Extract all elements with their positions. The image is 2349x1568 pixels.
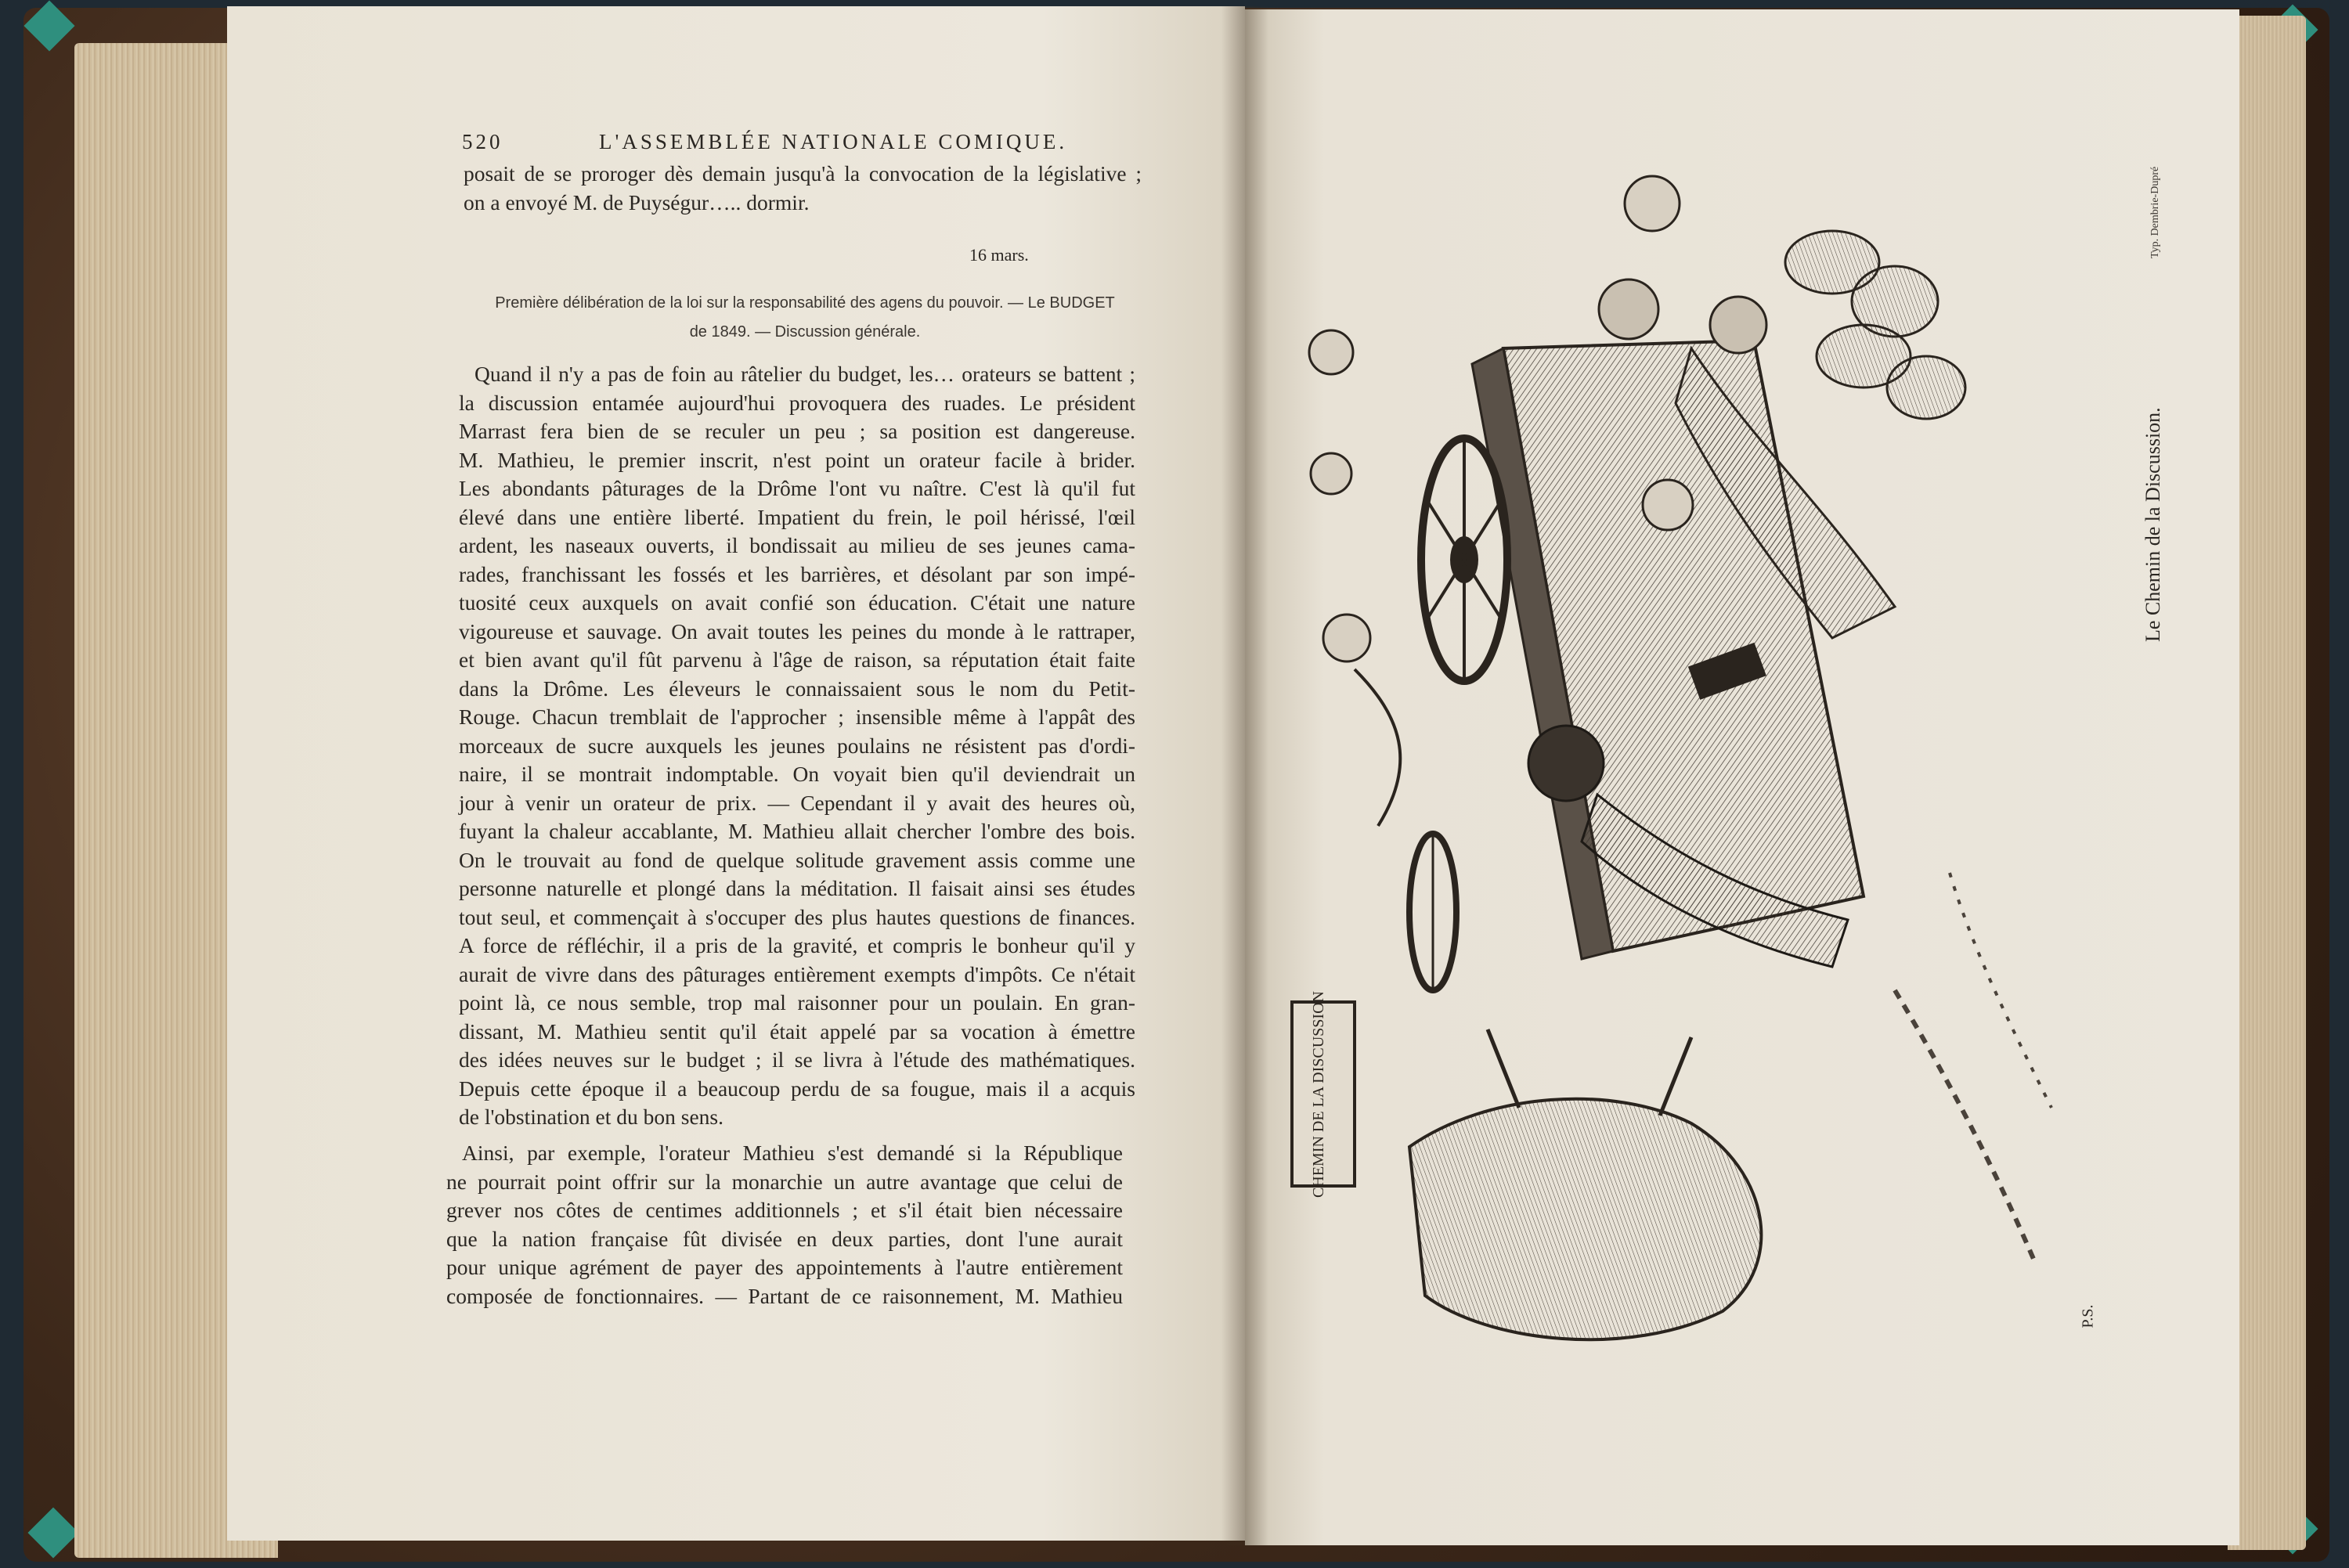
sacks-pile	[1785, 231, 1965, 419]
text-line: fuyant la chaleur accablante, M. Mathieu allait chercher l'ombre des bois.	[459, 819, 1135, 843]
summary-line: de 1849. — Discussion générale.	[689, 323, 921, 341]
text-line: morceaux de sucre auxquels les jeunes poulains ne résistent pas d'ordi-	[459, 733, 1135, 758]
text-line: Ainsi, par exemple, l'orateur Mathieu s'est demandé si la République	[462, 1141, 1123, 1165]
illustration-caption: Le Chemin de la Discussion.	[2142, 407, 2164, 642]
artist-signature: P.S.	[2079, 1304, 2097, 1328]
signpost-text: CHEMIN DE LA DISCUSSION	[1310, 991, 1327, 1198]
text-line: des idées neuves sur le budget ; il se livra à l'étude des mathématiques.	[459, 1047, 1135, 1072]
text-line: on a envoyé M. de Puységur….. dormir.	[464, 189, 810, 214]
section-date: 16 mars.	[969, 245, 1029, 265]
text-line: grever nos côtes de centimes additionnels ; et s'il était bien nécessaire	[446, 1198, 1123, 1222]
text-line: tout seul, et commençait à s'occuper des plus hautes questions de finances.	[459, 904, 1135, 929]
text-line: jour à venir un orateur de prix. — Cependant il y avait des heures où,	[459, 790, 1135, 815]
text-line: élevé dans une entière liberté. Impatient du frein, le poil hérissé, l'œil	[459, 504, 1135, 529]
text-line: naire, il se montrait indomptable. On voyait bien qu'il deviendrait un	[459, 762, 1135, 786]
text-line: dans la Drôme. Les éleveurs le connaissaient sous le nom du Petit-	[459, 676, 1135, 701]
text-line: A force de réfléchir, il a pris de la gravité, et compris le bonheur qu'il y	[459, 933, 1135, 957]
summary-line: Première délibération de la loi sur la responsabilité des agens du pouvoir. — Le BUDGET	[495, 294, 1115, 312]
text-line: Les abondants pâturages de la Drôme l'ont vu naître. C'est là qu'il fut	[459, 476, 1135, 500]
paragraph-2	[446, 1139, 1123, 1310]
text-line: et bien avant qu'il fût parvenu à l'âge de raison, sa réputation était faite	[459, 647, 1135, 672]
text-line: la discussion entamée aujourd'hui provoquera des ruades. Le président	[459, 390, 1135, 415]
text-line: On le trouvait au fond de quelque solitude gravement assis comme une	[459, 847, 1135, 872]
book-gutter	[1221, 6, 1268, 1545]
text-line: tuosité ceux auxquels on avait confié son éducation. C'était une nature	[459, 590, 1135, 615]
wagon-wheel-large	[1421, 438, 1507, 681]
text-line: ardent, les naseaux ouverts, il bondissait au milieu de ses jeunes cama-	[459, 533, 1135, 557]
text-line: M. Mathieu, le premier inscrit, n'est point un orateur facile à brider.	[459, 447, 1135, 472]
engraving-illustration	[1284, 168, 2067, 1366]
page-edges-right	[2228, 16, 2306, 1550]
continuation-text	[464, 160, 1142, 217]
text-line: ne pourrait point offrir sur la monarchie un autre avantage que celui de	[446, 1169, 1123, 1194]
printer-credit: Typ. Dembrie-Dupré	[2149, 166, 2161, 258]
signpost	[1292, 991, 1355, 1198]
horse	[1409, 1029, 1761, 1339]
text-line: rades, franchissant les fossés et les barrières, et désolant par son impé-	[459, 561, 1135, 586]
text-line: composée de fonctionnaires. — Partant de ce raisonnement, M. Mathieu	[446, 1283, 1123, 1308]
text-line: personne naturelle et plongé dans la méditation. Il faisait ainsi ses études	[459, 876, 1135, 900]
page-number: 520	[462, 130, 503, 153]
wagon-wheel-small	[1409, 834, 1456, 990]
text-line: aurait de vivre dans des pâturages entièrement exempts d'impôts. Ce n'était	[459, 961, 1135, 986]
onlookers	[1309, 330, 1400, 826]
paragraph-1	[459, 360, 1135, 1132]
text-line: dissant, M. Mathieu sentit qu'il était appelé par sa vocation à émettre	[459, 1018, 1135, 1044]
text-line: Depuis cette époque il a beaucoup perdu de sa fougue, mais il a acquis	[459, 1076, 1135, 1101]
running-title: L'ASSEMBLÉE NATIONALE COMIQUE.	[599, 130, 1068, 153]
ground-stones	[1895, 873, 2051, 1264]
text-line: vigoureuse et sauvage. On avait toutes les peines du monde à le rattraper,	[459, 618, 1135, 643]
text-line: Quand il n'y a pas de foin au râtelier du budget, les… orateurs se battent ;	[474, 362, 1135, 386]
text-line: que la nation française fût divisée en deux parties, dont l'une aurait	[446, 1226, 1123, 1251]
section-summary	[468, 289, 1142, 347]
text-line: de l'obstination et du bon sens.	[459, 1105, 723, 1129]
text-line: posait de se proroger dès demain jusqu'à la convocation de la législative ;	[464, 161, 1142, 186]
text-line: pour unique agrément de payer des appointements à l'autre entièrement	[446, 1255, 1123, 1279]
text-line: Rouge. Chacun tremblait de l'approcher ; insensible même à l'appât des	[459, 705, 1135, 729]
text-line: point là, ce nous semble, trop mal raisonner pour un poulain. En gran-	[459, 990, 1135, 1015]
text-line: Marrast fera bien de se reculer un peu ; sa position est dangereuse.	[459, 419, 1135, 443]
